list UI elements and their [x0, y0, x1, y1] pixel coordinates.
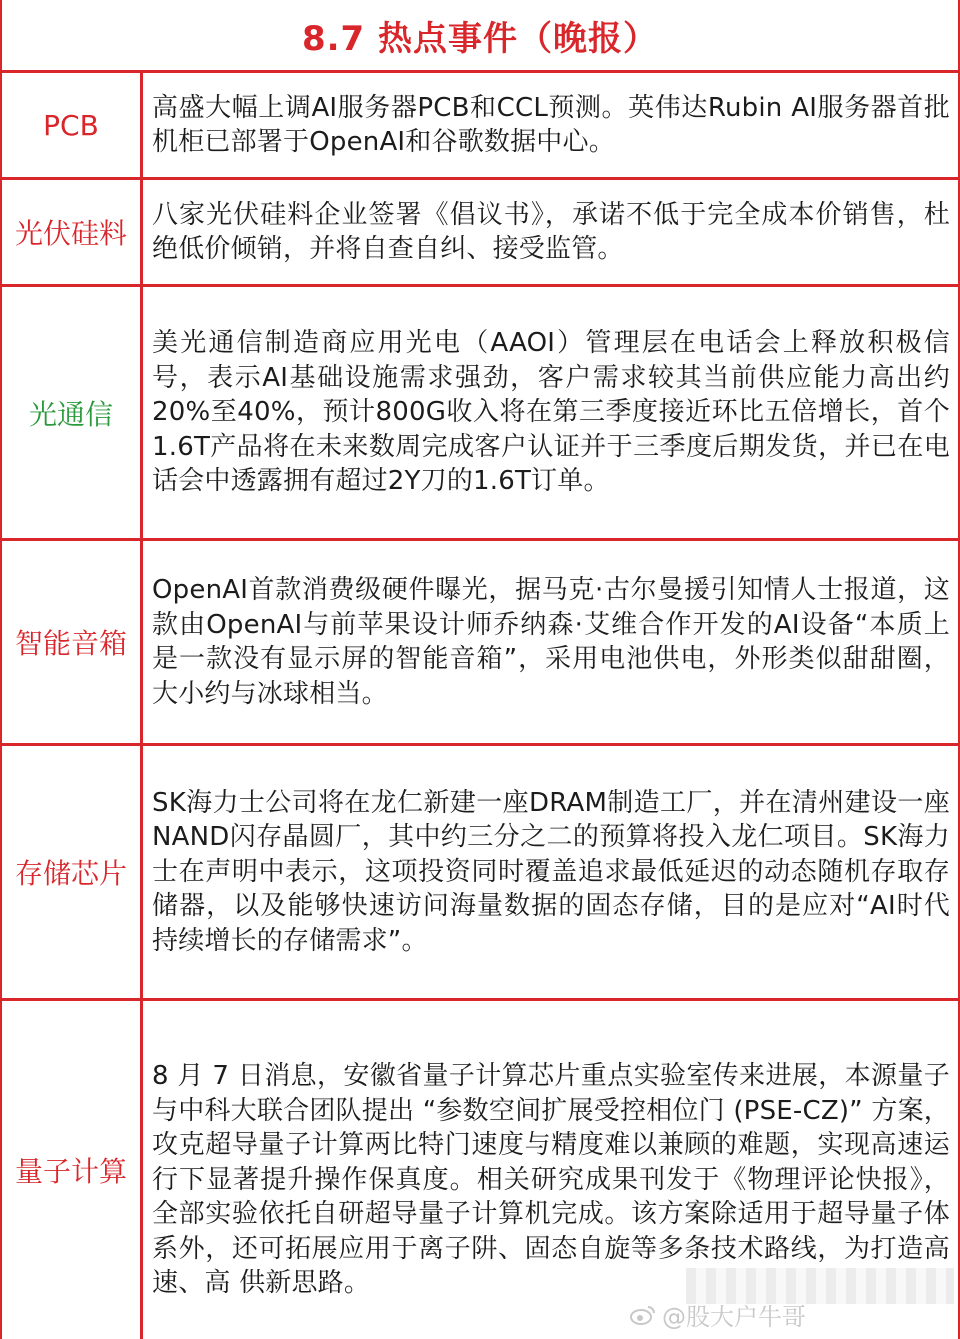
row-content: [152, 73, 950, 177]
row-label: 量子计算: [2, 1001, 143, 1339]
row-text: 美光通信制造商应用光电（AAOI）管理层在电话会上释放积极信号，表示AI基础设施需求强劲，客户需求较其当前供应能力高出约20%至40%，预计800G收入将在第三季度接近环比五倍增长，首个1.6T产品将在未来数周完成客户认证并于三季度后期发货，并已在电话会中透露拥有超过2Y刀的1.6T订单。: [152, 328, 950, 497]
row-text: 八家光伏硅料企业签署《倡议书》，承诺不低于完全成本价销售，杜绝低价倾销，并将自查自纠、接受监管。: [152, 199, 950, 264]
table-title: 8.7 热点事件（晚报）: [2, 0, 958, 73]
row-content: [152, 287, 950, 538]
row-label: 智能音箱: [2, 541, 143, 743]
row-text: 8 月 7 日消息，安徽省量子计算芯片重点实验室传来进展，本源量子与中科大联合团队提出 “参数空间扩展受控相位门 (PSE-CZ)” 方案，攻克超导量子计算两比特门速度与精度难以兼顾的难题，实现高速运行下显著提升操作保真度。相关研究成果刊发于《物理评论快报》，全部实验依托自研超导量子计算机完成。该方案除适用于超导量子体系外，还可拓展应用于离子阱、固态自旋等多条技术路线，为打造高速、高 供新思路。: [152, 1061, 950, 1298]
table-row: [2, 287, 958, 541]
table-row: [2, 541, 958, 746]
row-label: 光通信: [2, 287, 143, 538]
row-text: OpenAI首款消费级硬件曝光，据马克·古尔曼援引知情人士报道，这款由OpenAI与前苹果设计师乔纳森·艾维合作开发的AI设备“本质上是一款没有显示屏的智能音箱”，采用电池供电，外形类似甜甜圈，大小约与冰球相当。: [152, 575, 950, 709]
row-content: [152, 746, 950, 998]
table-row: [2, 73, 958, 180]
row-label: PCB: [2, 73, 143, 177]
row-content: [152, 180, 950, 284]
table-row: [2, 746, 958, 1001]
row-label: 光伏硅料: [2, 180, 143, 284]
row-label: 存储芯片: [2, 746, 143, 998]
watermark: [630, 1297, 806, 1332]
weibo-icon: [630, 1304, 656, 1326]
row-text: SK海力士公司将在龙仁新建一座DRAM制造工厂，并在清州建设一座NAND闪存晶圆厂，其中约三分之二的预算将投入龙仁项目。SK海力士在声明中表示，这项投资同时覆盖追求最低延迟的动态随机存取存储器，以及能够快速访问海量数据的固态存储，目的是应对“AI时代持续增长的存储需求”。: [152, 787, 950, 956]
watermark-text: @股大户牛哥: [662, 1303, 806, 1331]
row-content: [152, 541, 950, 743]
row-text: 高盛大幅上调AI服务器PCB和CCL预测。英伟达Rubin AI服务器首批机柜已部署于OpenAI和谷歌数据中心。: [152, 92, 950, 157]
table-row: [2, 180, 958, 287]
